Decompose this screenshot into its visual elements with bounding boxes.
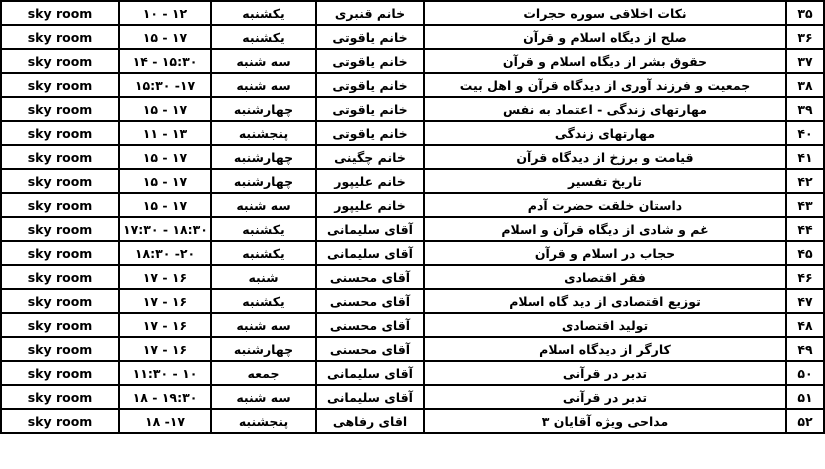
- cell-time: ۱۷ - ۱۶: [119, 337, 211, 361]
- cell-topic: تدبر در قرآنی: [424, 385, 786, 409]
- cell-weekday: پنجشنبه: [211, 409, 316, 433]
- cell-teacher: آقای سلیمانی: [316, 385, 424, 409]
- cell-time: ۱۵ - ۱۷: [119, 25, 211, 49]
- cell-row-number: ۳۷: [786, 49, 824, 73]
- cell-weekday: پنجشنبه: [211, 121, 316, 145]
- table-row: [1, 265, 824, 289]
- cell-time: ۱۸ - ۱۹:۳۰: [119, 385, 211, 409]
- schedule-body: [1, 1, 824, 433]
- cell-time: ۱۸:۳۰ -۲۰: [119, 241, 211, 265]
- cell-time: ۱۰ - ۱۲: [119, 1, 211, 25]
- table-row: [1, 97, 824, 121]
- cell-teacher: اقای رفاهی: [316, 409, 424, 433]
- cell-teacher: خانم یاقوتی: [316, 97, 424, 121]
- cell-row-number: ۳۹: [786, 97, 824, 121]
- cell-topic: کارگر از دیدگاه اسلام: [424, 337, 786, 361]
- cell-row-number: ۴۴: [786, 217, 824, 241]
- cell-row-number: ۳۸: [786, 73, 824, 97]
- cell-teacher: آقای سلیمانی: [316, 241, 424, 265]
- cell-teacher: آقای سلیمانی: [316, 217, 424, 241]
- cell-teacher: خانم علیپور: [316, 169, 424, 193]
- cell-teacher: خانم علیپور: [316, 193, 424, 217]
- table-row: [1, 409, 824, 433]
- cell-room: sky room: [1, 385, 119, 409]
- cell-row-number: ۴۸: [786, 313, 824, 337]
- cell-topic: نکات اخلاقی سوره حجرات: [424, 1, 786, 25]
- cell-teacher: خانم یاقوتی: [316, 73, 424, 97]
- cell-topic: تدبر در قرآنی: [424, 361, 786, 385]
- cell-teacher: آقای محسنی: [316, 289, 424, 313]
- cell-weekday: یکشنبه: [211, 217, 316, 241]
- cell-time: ۱۵ - ۱۷: [119, 169, 211, 193]
- table-row: [1, 73, 824, 97]
- table-row: [1, 361, 824, 385]
- cell-weekday: چهارشنبه: [211, 97, 316, 121]
- cell-room: sky room: [1, 1, 119, 25]
- cell-weekday: یکشنبه: [211, 1, 316, 25]
- cell-topic: فقر اقتصادی: [424, 265, 786, 289]
- cell-teacher: آقای محسنی: [316, 313, 424, 337]
- cell-room: sky room: [1, 169, 119, 193]
- table-row: [1, 25, 824, 49]
- cell-room: sky room: [1, 121, 119, 145]
- cell-weekday: چهارشنبه: [211, 337, 316, 361]
- cell-weekday: چهارشنبه: [211, 145, 316, 169]
- cell-weekday: یکشنبه: [211, 25, 316, 49]
- cell-topic: غم و شادی از دیگاه قرآن و اسلام: [424, 217, 786, 241]
- cell-teacher: خانم چگینی: [316, 145, 424, 169]
- cell-time: ۱۱:۳۰ - ۱۰: [119, 361, 211, 385]
- cell-weekday: سه شنبه: [211, 193, 316, 217]
- cell-room: sky room: [1, 337, 119, 361]
- cell-row-number: ۵۱: [786, 385, 824, 409]
- cell-weekday: چهارشنبه: [211, 169, 316, 193]
- cell-row-number: ۴۹: [786, 337, 824, 361]
- table-row: [1, 217, 824, 241]
- cell-topic: قیامت و برزخ از دیدگاه قرآن: [424, 145, 786, 169]
- cell-time: ۱۵:۳۰ -۱۷: [119, 73, 211, 97]
- cell-weekday: سه شنبه: [211, 313, 316, 337]
- cell-topic: جمعیت و فرزند آوری از دیدگاه قرآن و اهل بیت: [424, 73, 786, 97]
- cell-time: ۱۵ - ۱۷: [119, 97, 211, 121]
- cell-teacher: خانم یاقوتی: [316, 49, 424, 73]
- cell-room: sky room: [1, 49, 119, 73]
- cell-room: sky room: [1, 313, 119, 337]
- cell-topic: مهارتهای زندگی - اعتماد به نفس: [424, 97, 786, 121]
- table-row: [1, 313, 824, 337]
- cell-time: ۱۵ - ۱۷: [119, 193, 211, 217]
- cell-teacher: آقای محسنی: [316, 265, 424, 289]
- cell-weekday: سه شنبه: [211, 49, 316, 73]
- cell-topic: توزیع اقتصادی از دید گاه اسلام: [424, 289, 786, 313]
- cell-row-number: ۳۶: [786, 25, 824, 49]
- cell-weekday: سه شنبه: [211, 73, 316, 97]
- cell-room: sky room: [1, 25, 119, 49]
- table-row: [1, 1, 824, 25]
- table-row: [1, 385, 824, 409]
- cell-row-number: ۴۲: [786, 169, 824, 193]
- cell-weekday: یکشنبه: [211, 241, 316, 265]
- cell-room: sky room: [1, 193, 119, 217]
- cell-topic: تاریخ تفسیر: [424, 169, 786, 193]
- cell-row-number: ۴۱: [786, 145, 824, 169]
- cell-room: sky room: [1, 409, 119, 433]
- cell-teacher: آقای سلیمانی: [316, 361, 424, 385]
- cell-weekday: یکشنبه: [211, 289, 316, 313]
- table-row: [1, 169, 824, 193]
- cell-room: sky room: [1, 73, 119, 97]
- cell-time: ۱۷:۳۰ - ۱۸:۳۰: [119, 217, 211, 241]
- cell-row-number: ۳۵: [786, 1, 824, 25]
- cell-topic: حجاب در اسلام و قرآن: [424, 241, 786, 265]
- table-row: [1, 49, 824, 73]
- cell-time: ۱۷ - ۱۶: [119, 265, 211, 289]
- cell-row-number: ۴۷: [786, 289, 824, 313]
- cell-row-number: ۴۵: [786, 241, 824, 265]
- cell-time: ۱۵ - ۱۷: [119, 145, 211, 169]
- cell-weekday: شنبه: [211, 265, 316, 289]
- cell-row-number: ۴۰: [786, 121, 824, 145]
- cell-teacher: خانم یاقوتی: [316, 25, 424, 49]
- cell-time: ۱۷ - ۱۶: [119, 289, 211, 313]
- cell-row-number: ۴۶: [786, 265, 824, 289]
- table-row: [1, 241, 824, 265]
- table-row: [1, 337, 824, 361]
- cell-topic: حقوق بشر از دیگاه اسلام و قرآن: [424, 49, 786, 73]
- cell-time: ۱۱ - ۱۳: [119, 121, 211, 145]
- cell-room: sky room: [1, 217, 119, 241]
- cell-teacher: خانم قنبری: [316, 1, 424, 25]
- cell-time: ۱۴ - ۱۵:۳۰: [119, 49, 211, 73]
- cell-teacher: خانم یاقوتی: [316, 121, 424, 145]
- cell-room: sky room: [1, 145, 119, 169]
- cell-time: ۱۷ - ۱۶: [119, 313, 211, 337]
- cell-time: ۱۸ -۱۷: [119, 409, 211, 433]
- cell-topic: تولید اقتصادی: [424, 313, 786, 337]
- cell-room: sky room: [1, 265, 119, 289]
- cell-topic: صلح از دیگاه اسلام و قرآن: [424, 25, 786, 49]
- cell-topic: داستان خلقت حضرت آدم: [424, 193, 786, 217]
- cell-row-number: ۴۳: [786, 193, 824, 217]
- cell-weekday: جمعه: [211, 361, 316, 385]
- cell-teacher: آقای محسنی: [316, 337, 424, 361]
- table-row: [1, 193, 824, 217]
- cell-topic: مداحی ویژه آقایان ۳: [424, 409, 786, 433]
- cell-room: sky room: [1, 241, 119, 265]
- table-row: [1, 145, 824, 169]
- cell-room: sky room: [1, 361, 119, 385]
- table-row: [1, 289, 824, 313]
- cell-row-number: ۵۰: [786, 361, 824, 385]
- table-row: [1, 121, 824, 145]
- cell-row-number: ۵۲: [786, 409, 824, 433]
- cell-topic: مهارتهای زندگی: [424, 121, 786, 145]
- cell-room: sky room: [1, 97, 119, 121]
- cell-room: sky room: [1, 289, 119, 313]
- cell-weekday: سه شنبه: [211, 385, 316, 409]
